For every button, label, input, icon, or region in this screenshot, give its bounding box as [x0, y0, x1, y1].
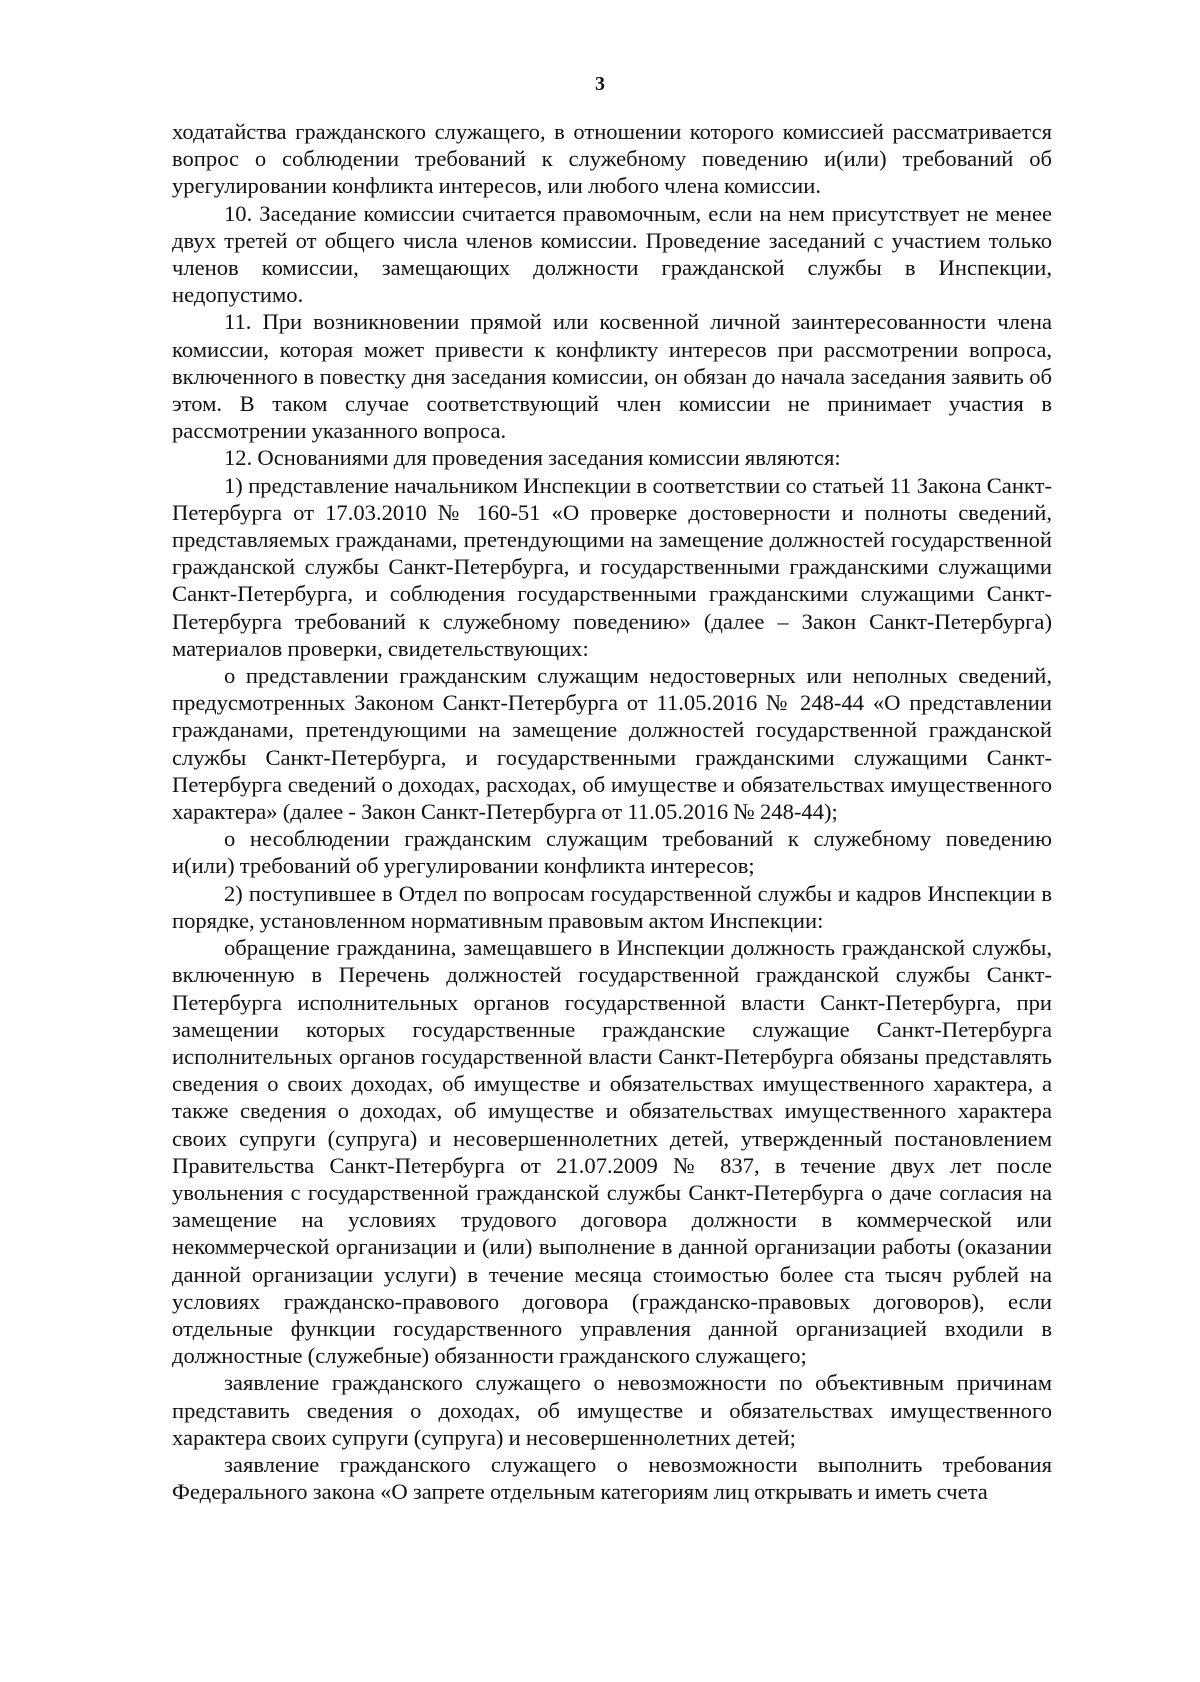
paragraph-7: о несоблюдении гражданским служащим требований к служебному поведению и(или) требований об урегулировании конфликта интересов;	[172, 826, 1052, 879]
paragraph-3: 11. При возникновении прямой или косвенной личной заинтересованности члена комиссии, которая может привести к конфликту интересов при рассмотрении вопроса, включенного в повестку дня заседания комиссии, он обязан до начала заседания заявить об этом. В таком случае соответствующий член комиссии не принимает участия в рассмотрении указанного вопроса.	[172, 309, 1052, 444]
paragraph-2: 10. Заседание комиссии считается правомочным, если на нем присутствует не менее двух третей от общего числа членов комиссии. Проведение заседаний с участием только членов комиссии, замещающих должности гражданской службы в Инспекции, недопустимо.	[172, 200, 1052, 308]
paragraph-4: 12. Основаниями для проведения заседания комиссии являются:	[224, 445, 841, 471]
paragraph-11: заявление гражданского служащего о невозможности выполнить требования Федерального закона «О запрете отдельным категориям лиц открывать и иметь счета	[172, 1451, 1052, 1505]
paragraph-5: 1) представление начальником Инспекции в соответствии со статьей 11 Закона Санкт-Петербурга от 17.03.2010 № 160-51 «О проверке достоверности и полноты сведений, представляемых гражданами, претендующими на замещение должностей государственной гражданской службы Санкт-Петербурга, и государственными гражданскими служащими Санкт-Петербурга, и соблюдения государственными гражданскими служащими Санкт-Петербурга требований к служебному поведению» (далее – Закон Санкт-Петербурга) материалов проверки, свидетельствующих:	[172, 472, 1052, 661]
paragraph-1: ходатайства гражданского служащего, в отношении которого комиссией рассматривается вопрос о соблюдении требований к служебному поведению и(или) требований об урегулировании конфликта интересов, или любого члена комиссии.	[172, 119, 1052, 199]
document-body	[172, 118, 1052, 1505]
page-number: 3	[595, 73, 605, 95]
paragraph-10: заявление гражданского служащего о невозможности по объективным причинам представить сведения о доходах, об имуществе и обязательствах имущественного характера своих супруги (супруга) и несовершеннолетних детей;	[172, 1370, 1052, 1450]
paragraph-9: обращение гражданина, замещавшего в Инспекции должность гражданской службы, включенную в Перечень должностей государственной гражданской службы Санкт-Петербурга исполнительных органов государственной власти Санкт-Петербурга, при замещении которых государственные гражданские служащие Санкт-Петербурга исполнительных органов государственной власти Санкт-Петербурга обязаны представлять сведения о своих доходах, об имуществе и обязательствах имущественного характера, а также сведения о доходах, об имуществе и обязательствах имущественного характера своих супруги (супруга) и несовершеннолетних детей, утвержденный постановлением Правительства Санкт-Петербурга от 21.07.2009 № 837, в течение двух лет после увольнения с государственной гражданской службы Санкт-Петербурга о даче согласия на замещение на условиях трудового договора должности в коммерческой или некоммерческой организации и (или) выполнение в данной организации работы (оказании данной организации услуги) в течение месяца стоимостью более ста тысяч рублей на условиях гражданско-правового договора (гражданско-правовых договоров), если отдельные функции государственного управления данной организацией входили в должностные (служебные) обязанности гражданского служащего;	[172, 935, 1052, 1369]
paragraph-8: 2) поступившее в Отдел по вопросам государственной службы и кадров Инспекции в порядке, установленном нормативным правовым актом Инспекции:	[172, 880, 1052, 933]
paragraph-6: о представлении гражданским служащим недостоверных или неполных сведений, предусмотренных Законом Санкт-Петербурга от 11.05.2016 № 248-44 «О представлении гражданами, претендующими на замещение должностей государственной гражданской службы Санкт-Петербурга, и государственными гражданскими служащими Санкт-Петербурга сведений о доходах, расходах, об имуществе и обязательствах имущественного характера» (далее - Закон Санкт-Петербурга от 11.05.2016 № 248-44);	[172, 663, 1052, 825]
